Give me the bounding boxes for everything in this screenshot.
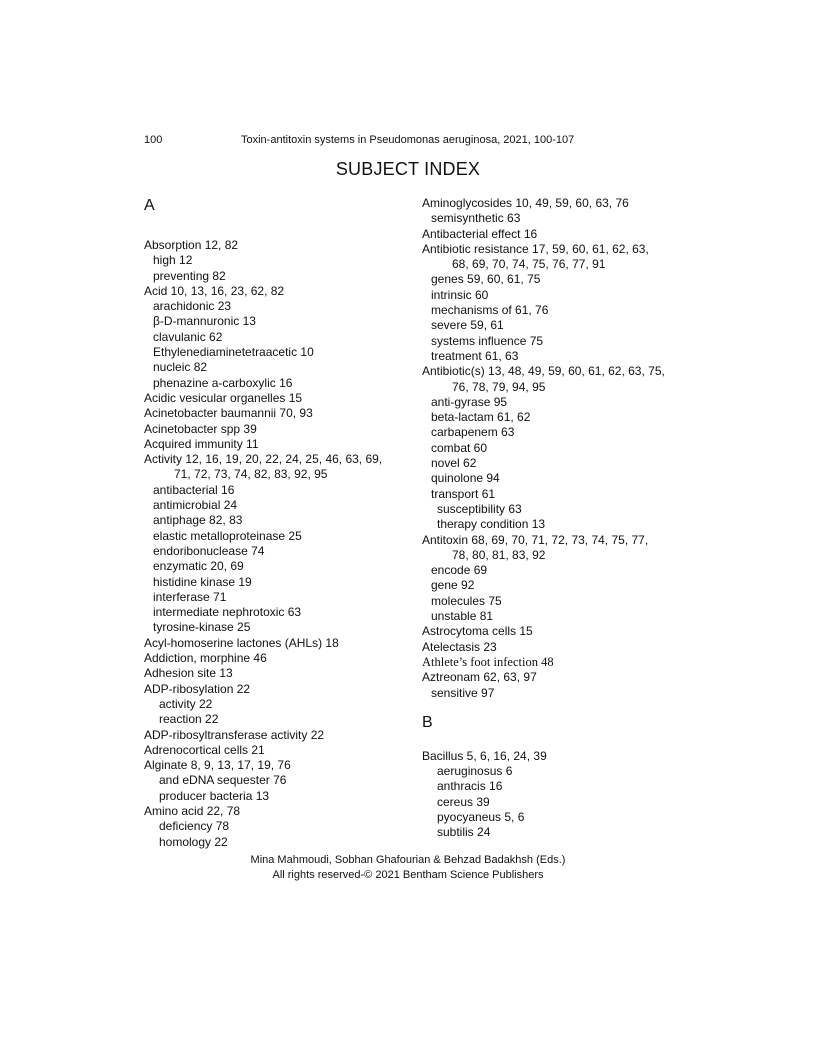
index-subentry: therapy condition 13 <box>437 517 546 532</box>
index-subentry: subtilis 24 <box>437 825 491 840</box>
index-subentry: sensitive 97 <box>431 685 495 700</box>
index-subentry: homology 22 <box>159 834 228 849</box>
left-column <box>144 196 414 850</box>
index-entry: ADP-ribosylation 22 <box>144 681 251 696</box>
index-subentry: and eDNA sequester 76 <box>159 773 287 788</box>
index-subentry: susceptibility 63 <box>437 501 522 516</box>
index-subentry: intermediate nephrotoxic 63 <box>153 605 302 620</box>
right-entry-list-b <box>422 749 692 841</box>
index-subentry: β-D-mannuronic 13 <box>153 314 256 329</box>
index-subentry: reaction 22 <box>159 712 219 727</box>
index-subentry: deficiency 78 <box>159 819 230 834</box>
page-title: SUBJECT INDEX <box>335 159 481 179</box>
index-subentry: genes 59, 60, 61, 75 <box>431 272 541 287</box>
index-entry: Adhesion site 13 <box>144 666 233 681</box>
running-title: Toxin-antitoxin systems in Pseudomonas aeruginosa, 2021, 100-107 <box>241 134 575 146</box>
index-subentry: anthracis 16 <box>437 779 503 794</box>
index-entry: Activity 12, 16, 19, 20, 22, 24, 25, 46, 63, 69, <box>144 452 383 467</box>
index-subentry: carbapenem 63 <box>431 425 515 440</box>
index-entry: Acidic vesicular organelles 15 <box>144 390 303 405</box>
index-subentry: pyocyaneus 5, 6 <box>437 809 525 824</box>
index-entry: Astrocytoma cells 15 <box>422 624 533 639</box>
section-letter-b: B <box>422 713 433 731</box>
index-entry: Athlete’s foot infection 48 <box>422 654 554 669</box>
footer-rights: All rights reserved-© 2021 Bentham Science Publishers <box>272 869 544 881</box>
index-subentry: nucleic 82 <box>153 360 208 375</box>
index-entry-continuation: 78, 80, 81, 83, 92 <box>452 547 546 562</box>
index-entry: Acyl-homoserine lactones (AHLs) 18 <box>144 635 339 650</box>
index-subentry: antiphage 82, 83 <box>153 513 243 528</box>
page-number: 100 <box>144 134 163 146</box>
index-entry: Antibiotic resistance 17, 59, 60, 61, 62, 63, <box>422 241 649 256</box>
index-subentry: transport 61 <box>431 486 496 501</box>
index-subentry: interferase 71 <box>153 589 227 604</box>
index-entry-continuation: 68, 69, 70, 74, 75, 76, 77, 91 <box>452 257 606 272</box>
index-subentry: tyrosine-kinase 25 <box>153 620 251 635</box>
index-entry: Acinetobacter baumannii 70, 93 <box>144 406 313 421</box>
index-subentry: combat 60 <box>431 440 488 455</box>
index-subentry: activity 22 <box>159 696 213 711</box>
index-subentry: enzymatic 20, 69 <box>153 559 244 574</box>
index-subentry: endoribonuclease 74 <box>153 543 265 558</box>
section-letter-a: A <box>144 197 155 214</box>
index-subentry: treatment 61, 63 <box>431 348 519 363</box>
index-subentry: antibacterial 16 <box>153 482 235 497</box>
index-subentry: aeruginosus 6 <box>437 764 513 779</box>
index-entry: Acinetobacter spp 39 <box>144 421 257 436</box>
page-footer <box>0 853 816 883</box>
index-subentry: encode 69 <box>431 563 488 578</box>
index-subentry: histidine kinase 19 <box>153 574 252 589</box>
index-entry: Addiction, morphine 46 <box>144 651 267 666</box>
index-subentry: elastic metalloproteinase 25 <box>153 528 302 543</box>
index-subentry: cereus 39 <box>437 794 490 809</box>
index-subentry: molecules 75 <box>431 593 502 608</box>
index-subentry: anti-gyrase 95 <box>431 394 508 409</box>
index-subentry: arachidonic 23 <box>153 299 232 314</box>
index-entry: Acquired immunity 11 <box>144 436 259 451</box>
index-subentry: mechanisms of 61, 76 <box>431 303 549 318</box>
index-entry: Bacillus 5, 6, 16, 24, 39 <box>422 748 547 763</box>
index-entry: Antitoxin 68, 69, 70, 71, 72, 73, 74, 75, 77, <box>422 532 649 547</box>
index-subentry: beta-lactam 61, 62 <box>431 410 531 425</box>
index-entry-continuation: 71, 72, 73, 74, 82, 83, 92, 95 <box>174 467 328 482</box>
index-subentry: clavulanic 62 <box>153 329 223 344</box>
index-subentry: gene 92 <box>431 578 475 593</box>
right-entry-list-a <box>422 196 692 701</box>
index-entry: Aztreonam 62, 63, 97 <box>422 670 537 685</box>
right-column <box>422 196 692 841</box>
index-subentry: preventing 82 <box>153 268 226 283</box>
left-entry-list <box>144 238 414 850</box>
index-subentry: unstable 81 <box>431 609 494 624</box>
index-subentry: high 12 <box>153 253 193 268</box>
index-entry: Atelectasis 23 <box>422 639 497 654</box>
index-subentry: intrinsic 60 <box>431 287 489 302</box>
index-entry: Antibiotic(s) 13, 48, 49, 59, 60, 61, 62, 63, 75, <box>422 364 665 379</box>
index-subentry: quinolone 94 <box>431 471 500 486</box>
index-subentry: Ethylenediaminetetraacetic 10 <box>153 345 314 360</box>
index-entry: Acid 10, 13, 16, 23, 62, 82 <box>144 283 285 298</box>
index-entry: Absorption 12, 82 <box>144 238 239 252</box>
index-subentry: severe 59, 61 <box>431 318 504 333</box>
index-entry: Amino acid 22, 78 <box>144 803 241 818</box>
index-entry: Aminoglycosides 10, 49, 59, 60, 63, 76 <box>422 196 629 210</box>
index-subentry: phenazine a-carboxylic 16 <box>153 375 293 390</box>
index-subentry: novel 62 <box>431 456 477 471</box>
index-entry: Antibacterial effect 16 <box>422 226 538 241</box>
index-entry: Adrenocortical cells 21 <box>144 742 265 757</box>
index-subentry: producer bacteria 13 <box>159 788 270 803</box>
index-entry: Alginate 8, 9, 13, 17, 19, 76 <box>144 758 291 773</box>
index-subentry: semisynthetic 63 <box>431 211 521 226</box>
index-entry-continuation: 76, 78, 79, 94, 95 <box>452 379 546 394</box>
index-subentry: antimicrobial 24 <box>153 498 238 513</box>
index-subentry: systems influence 75 <box>431 333 544 348</box>
index-entry: ADP-ribosyltransferase activity 22 <box>144 727 325 742</box>
footer-editors: Mina Mahmoudi, Sobhan Ghafourian & Behzad Badakhsh (Eds.) <box>250 854 566 866</box>
